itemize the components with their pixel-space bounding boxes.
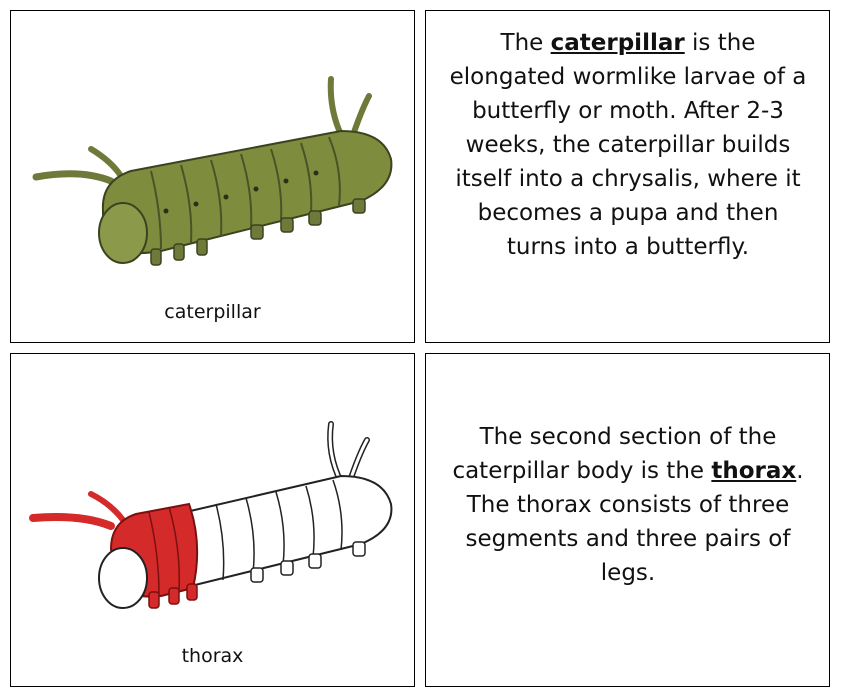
thorax-text-card	[425, 353, 830, 687]
thorax-illustration	[11, 354, 416, 644]
thorax-text-after: . The thorax consists of three segments and three pairs of legs.	[465, 458, 804, 586]
thorax-text-before: The second section of the caterpillar body is the	[452, 424, 777, 484]
caterpillar-text-before: The	[500, 30, 551, 56]
thorax-keyword: thorax	[711, 458, 797, 484]
thorax-picture-card	[10, 353, 415, 687]
caterpillar-description	[448, 26, 808, 264]
caterpillar-caption: caterpillar	[164, 301, 261, 323]
caterpillar-keyword: caterpillar	[550, 30, 685, 56]
caterpillar-illustration	[11, 11, 416, 301]
thorax-description	[448, 420, 808, 590]
caterpillar-text-card	[425, 10, 830, 343]
caterpillar-picture-card	[10, 10, 415, 343]
thorax-caption: thorax	[181, 645, 244, 667]
caterpillar-text-after: is the elongated wormlike larvae of a butterfly or moth. After 2-3 weeks, the caterpillar builds itself into a chrysalis, where it becomes a pupa and then turns into a butterfly.	[449, 30, 807, 260]
